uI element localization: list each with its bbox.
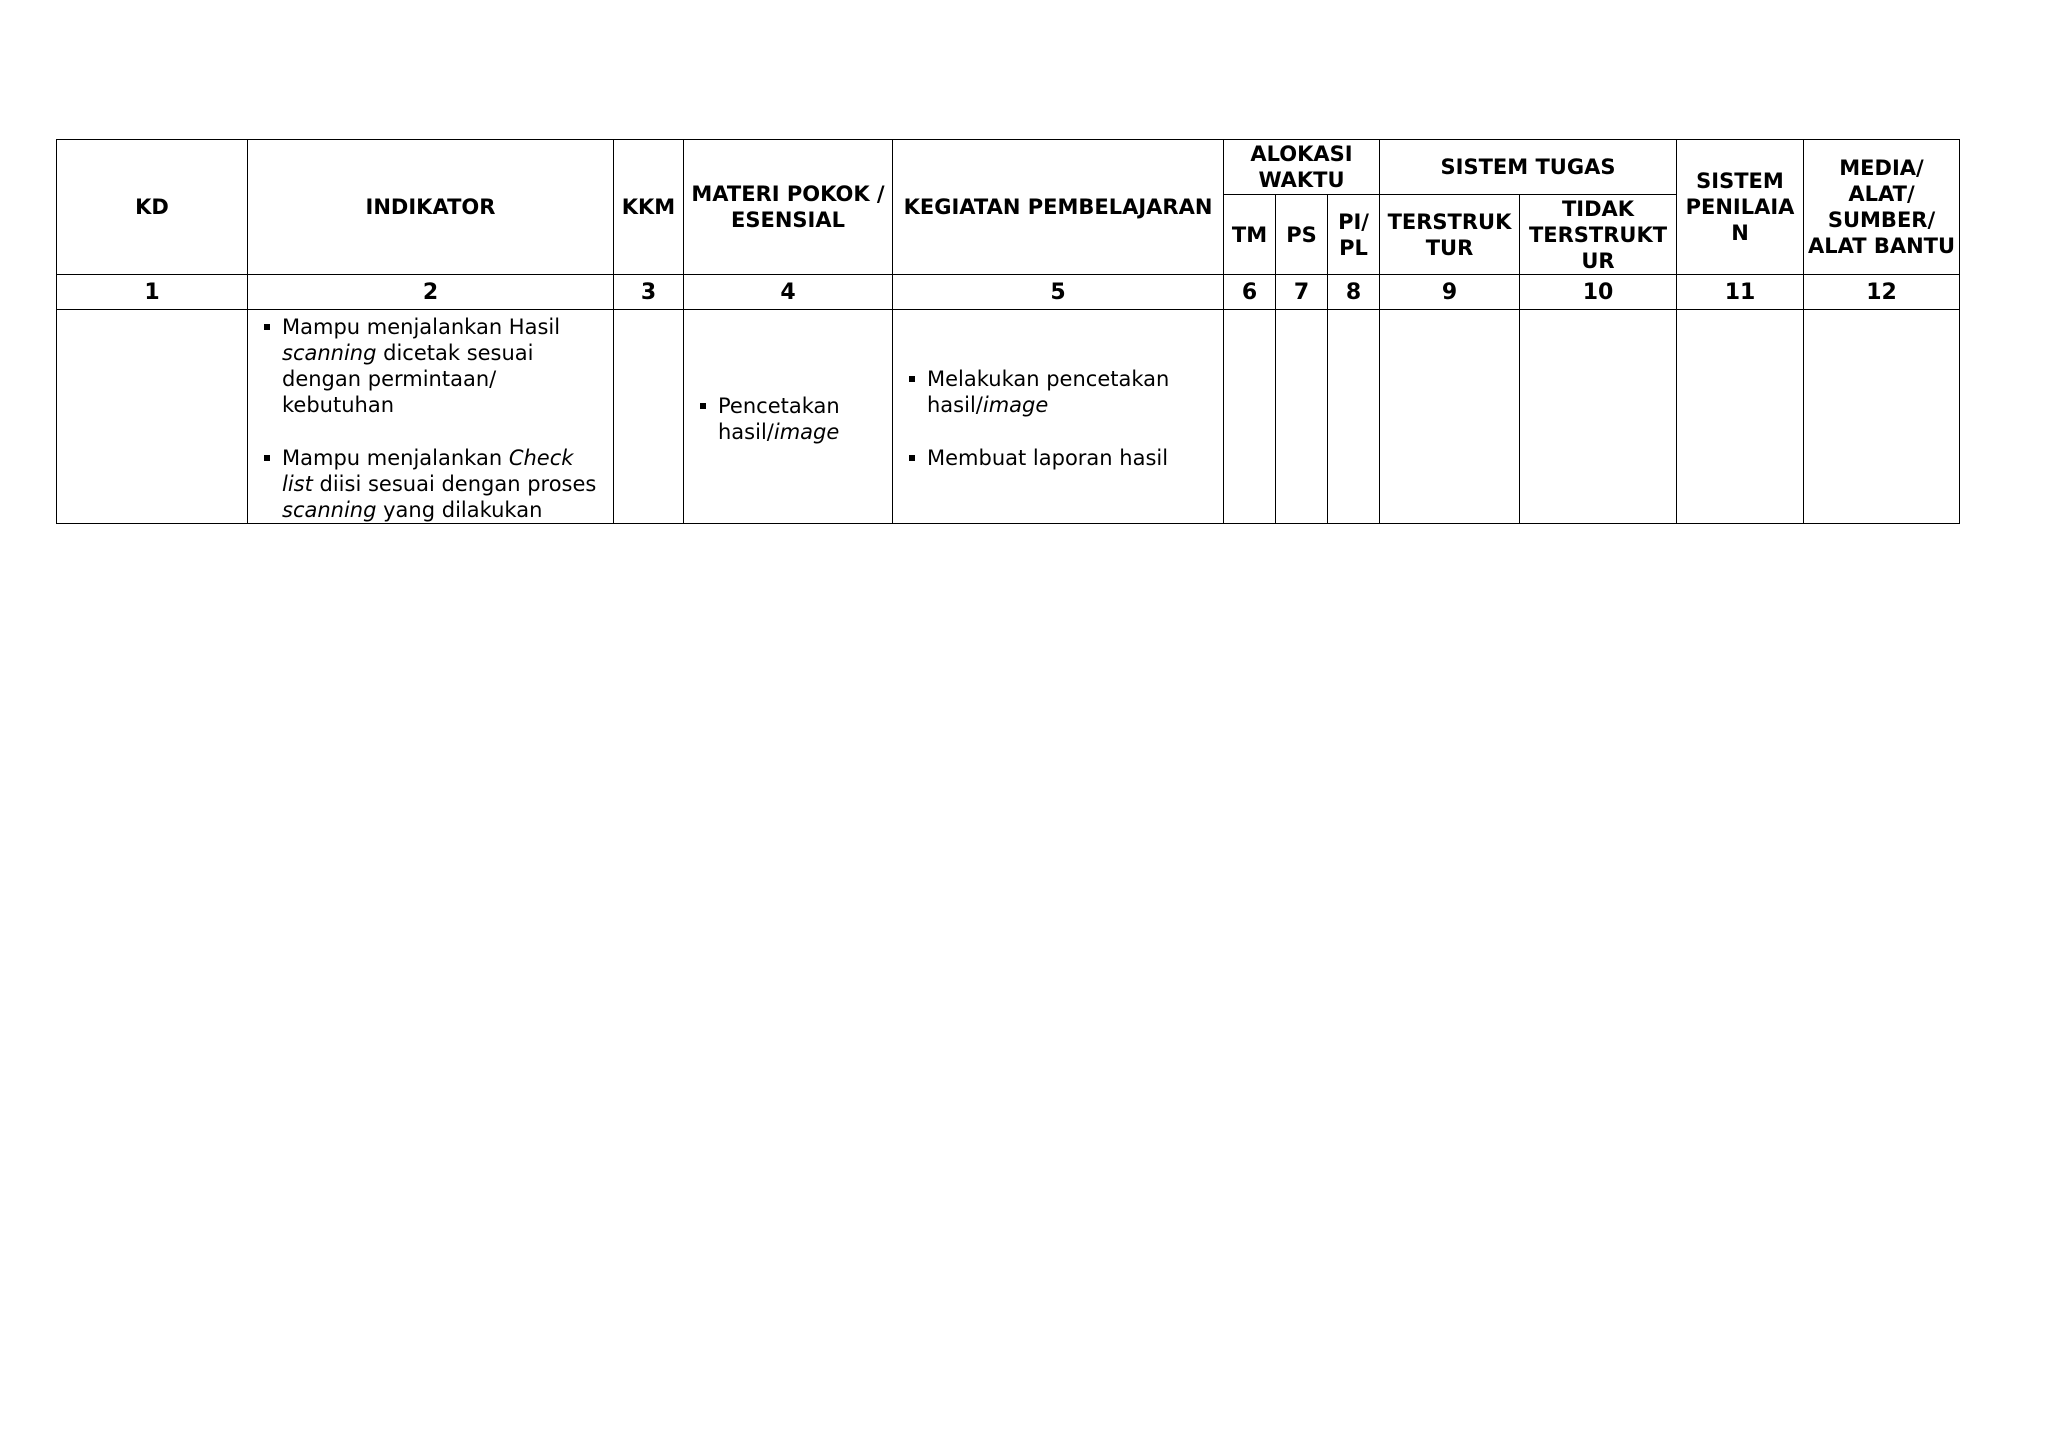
header-kkm: KKM	[614, 140, 684, 275]
list-item: Mampu menjalankan Check list diisi sesuai dengan proses scanning yang dilakukan	[262, 445, 607, 523]
col-number: 2	[248, 275, 614, 310]
col-number: 8	[1328, 275, 1380, 310]
list-item: Melakukan pencetakan hasil/image	[907, 366, 1217, 418]
cell-pipl	[1328, 310, 1380, 524]
header-indikator: INDIKATOR	[248, 140, 614, 275]
column-number-row	[57, 275, 1960, 310]
col-number: 3	[614, 275, 684, 310]
col-number: 6	[1224, 275, 1276, 310]
header-ps: PS	[1276, 195, 1328, 275]
header-kd: KD	[57, 140, 248, 275]
header-sistem-penilaian: SISTEM PENILAIA N	[1677, 140, 1804, 275]
header-terstruktur: TERSTRUK TUR	[1380, 195, 1520, 275]
col-number: 1	[57, 275, 248, 310]
header-alokasi: ALOKASI WAKTU	[1224, 140, 1380, 195]
header-materi: MATERI POKOK / ESENSIAL	[684, 140, 893, 275]
list-item: Mampu menjalankan Hasil scanning dicetak sesuai dengan permintaan/ kebutuhan	[262, 314, 607, 418]
header-row-1	[57, 140, 1960, 195]
cell-kegiatan	[893, 310, 1224, 524]
col-number: 7	[1276, 275, 1328, 310]
table-row	[57, 310, 1960, 524]
col-number: 10	[1520, 275, 1677, 310]
cell-sistem-penilaian	[1677, 310, 1804, 524]
col-number: 12	[1804, 275, 1960, 310]
header-kegiatan: KEGIATAN PEMBELAJARAN	[893, 140, 1224, 275]
col-number: 11	[1677, 275, 1804, 310]
header-media: MEDIA/ ALAT/ SUMBER/ ALAT BANTU	[1804, 140, 1960, 275]
header-tm: TM	[1224, 195, 1276, 275]
cell-terstruktur	[1380, 310, 1520, 524]
col-number: 9	[1380, 275, 1520, 310]
cell-kkm	[614, 310, 684, 524]
header-tidak-terstruktur: TIDAK TERSTRUKT UR	[1520, 195, 1677, 275]
col-number: 5	[893, 275, 1224, 310]
cell-media	[1804, 310, 1960, 524]
cell-tidak-terstruktur	[1520, 310, 1677, 524]
silabus-table	[56, 139, 1960, 524]
cell-indikator	[248, 310, 614, 524]
cell-kd	[57, 310, 248, 524]
cell-ps	[1276, 310, 1328, 524]
list-item: Membuat laporan hasil	[907, 445, 1217, 471]
header-pipl: PI/ PL	[1328, 195, 1380, 275]
cell-materi	[684, 310, 893, 524]
cell-tm	[1224, 310, 1276, 524]
col-number: 4	[684, 275, 893, 310]
list-item: Pencetakan hasil/image	[698, 393, 886, 445]
header-sistem-tugas: SISTEM TUGAS	[1380, 140, 1677, 195]
